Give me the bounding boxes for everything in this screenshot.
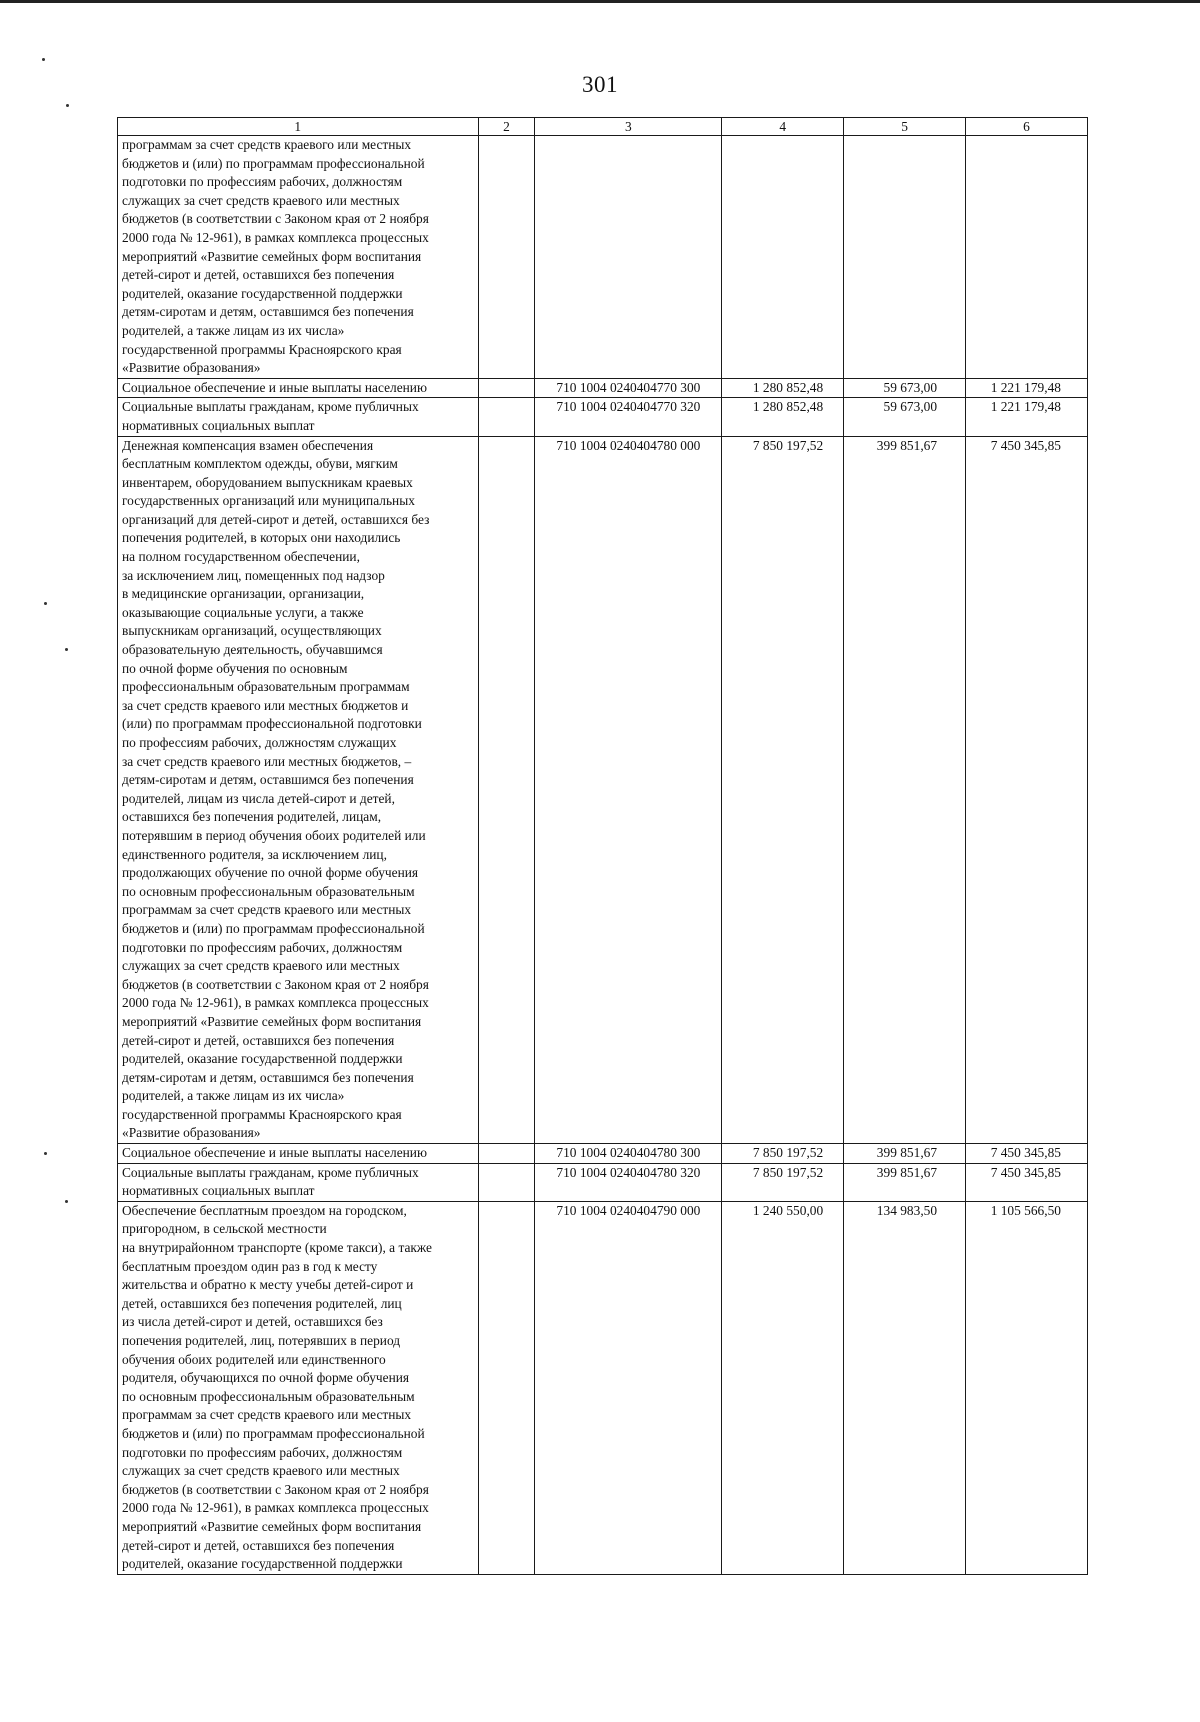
row-code: 710 1004 0240404780 300	[535, 1144, 722, 1164]
row-description: Социальное обеспечение и иные выплаты населению	[118, 1144, 479, 1164]
row-col2	[478, 436, 535, 1144]
row-col2	[478, 1144, 535, 1164]
table-header-row	[118, 118, 1088, 136]
row-description: Социальные выплаты гражданам, кроме публичных нормативных социальных выплат	[118, 398, 479, 436]
row-amount-executed: 399 851,67	[844, 436, 966, 1144]
row-code	[535, 136, 722, 379]
scan-speck	[42, 58, 45, 61]
row-amount-remaining: 7 450 345,85	[966, 436, 1088, 1144]
scan-speck	[65, 1200, 68, 1203]
row-code: 710 1004 0240404780 320	[535, 1163, 722, 1201]
table-row	[118, 1144, 1088, 1164]
scan-speck	[66, 104, 69, 107]
table-row	[118, 1163, 1088, 1201]
row-col2	[478, 1201, 535, 1574]
row-amount-remaining: 1 221 179,48	[966, 378, 1088, 398]
row-amount-total: 1 240 550,00	[722, 1201, 844, 1574]
row-code: 710 1004 0240404770 320	[535, 398, 722, 436]
row-description: программам за счет средств краевого или местных бюджетов и (или) по программам профессиональной подготовки по профессиям рабочих, должностям служащих за счет средств краевого или местных бюджетов (в соответствии с Законом края от 2 ноября 2000 года № 12-961), в рамках комплекса процессных мероприятий «Развитие семейных форм воспитания детей-сирот и детей, оставшихся без попечения родителей, оказание государственной поддержки детям-сиротам и детям, оставшимся без попечения родителей, а также лицам из их числа» государственной программы Красноярского края «Развитие образования»	[118, 136, 479, 379]
row-amount-total: 7 850 197,52	[722, 1144, 844, 1164]
page-number: 301	[582, 72, 618, 97]
row-code: 710 1004 0240404780 000	[535, 436, 722, 1144]
row-col2	[478, 1163, 535, 1201]
table-row	[118, 436, 1088, 1144]
row-description: Обеспечение бесплатным проездом на городском, пригородном, в сельской местности на внутрирайонном транспорте (кроме такси), а также бесплатным проездом один раз в год к месту жительства и обратно к месту учебы детей-сирот и детей, оставшихся без попечения родителей, лиц из числа детей-сирот и детей, оставшихся без попечения родителей, лиц, потерявших в период обучения обоих родителей или единственного родителя, обучающихся по очной форме обучения по основным профессиональным образовательным программам за счет средств краевого или местных бюджетов и (или) по программам профессиональной подготовки по профессиям рабочих, должностям служащих за счет средств краевого или местных бюджетов (в соответствии с Законом края от 2 ноября 2000 года № 12-961), в рамках комплекса процессных мероприятий «Развитие семейных форм воспитания детей-сирот и детей, оставшихся без попечения родителей, оказание государственной поддержки	[118, 1201, 479, 1574]
budget-table	[117, 117, 1088, 1575]
row-description: Социальные выплаты гражданам, кроме публичных нормативных социальных выплат	[118, 1163, 479, 1201]
row-code: 710 1004 0240404790 000	[535, 1201, 722, 1574]
row-amount-remaining: 7 450 345,85	[966, 1163, 1088, 1201]
scan-speck	[65, 648, 68, 651]
row-amount-executed: 59 673,00	[844, 378, 966, 398]
row-code: 710 1004 0240404770 300	[535, 378, 722, 398]
header-cell-5: 5	[844, 118, 966, 136]
row-amount-remaining: 1 105 566,50	[966, 1201, 1088, 1574]
scan-speck	[44, 602, 47, 605]
row-amount-total: 1 280 852,48	[722, 378, 844, 398]
row-col2	[478, 398, 535, 436]
row-amount-remaining: 1 221 179,48	[966, 398, 1088, 436]
row-amount-executed: 399 851,67	[844, 1144, 966, 1164]
scan-top-edge	[0, 0, 1200, 3]
header-cell-6: 6	[966, 118, 1088, 136]
row-amount-total: 7 850 197,52	[722, 436, 844, 1144]
header-cell-3: 3	[535, 118, 722, 136]
row-amount-total: 1 280 852,48	[722, 398, 844, 436]
table-row	[118, 378, 1088, 398]
header-cell-1: 1	[118, 118, 479, 136]
header-cell-2: 2	[478, 118, 535, 136]
row-amount-remaining: 7 450 345,85	[966, 1144, 1088, 1164]
header-cell-4: 4	[722, 118, 844, 136]
table-row	[118, 398, 1088, 436]
row-description: Денежная компенсация взамен обеспечения бесплатным комплектом одежды, обуви, мягким инвентарем, оборудованием выпускникам краевых государственных организаций или муниципальных организаций для детей-сирот и детей, оставшихся без попечения родителей, в которых они находились на полном государственном обеспечении, за исключением лиц, помещенных под надзор в медицинские организации, организации, оказывающие социальные услуги, а также выпускникам организаций, осуществляющих образовательную деятельность, обучавшимся по очной форме обучения по основным профессиональным образовательным программам за счет средств краевого или местных бюджетов и (или) по программам профессиональной подготовки по профессиям рабочих, должностям служащих за счет средств краевого или местных бюджетов, – детям-сиротам и детям, оставшимся без попечения родителей, лицам из числа детей-сирот и детей, оставшихся без попечения родителей, лицам, потерявшим в период обучения обоих родителей или единственного родителя, за исключением лиц, продолжающих обучение по очной форме обучения по основным профессиональным образовательным программам за счет средств краевого или местных бюджетов и (или) по программам профессиональной подготовки по профессиям рабочих, должностям служащих за счет средств краевого или местных бюджетов (в соответствии с Законом края от 2 ноября 2000 года № 12-961), в рамках комплекса процессных мероприятий «Развитие семейных форм воспитания детей-сирот и детей, оставшихся без попечения родителей, оказание государственной поддержки детям-сиротам и детям, оставшимся без попечения родителей, а также лицам из их числа» государственной программы Красноярского края «Развитие образования»	[118, 436, 479, 1144]
table-row	[118, 1201, 1088, 1574]
row-amount-total: 7 850 197,52	[722, 1163, 844, 1201]
row-amount-remaining	[966, 136, 1088, 379]
row-description: Социальное обеспечение и иные выплаты населению	[118, 378, 479, 398]
row-amount-executed: 59 673,00	[844, 398, 966, 436]
row-amount-executed: 399 851,67	[844, 1163, 966, 1201]
row-amount-executed	[844, 136, 966, 379]
row-col2	[478, 378, 535, 398]
row-col2	[478, 136, 535, 379]
scan-speck	[44, 1152, 47, 1155]
table-row	[118, 136, 1088, 379]
row-amount-executed: 134 983,50	[844, 1201, 966, 1574]
row-amount-total	[722, 136, 844, 379]
